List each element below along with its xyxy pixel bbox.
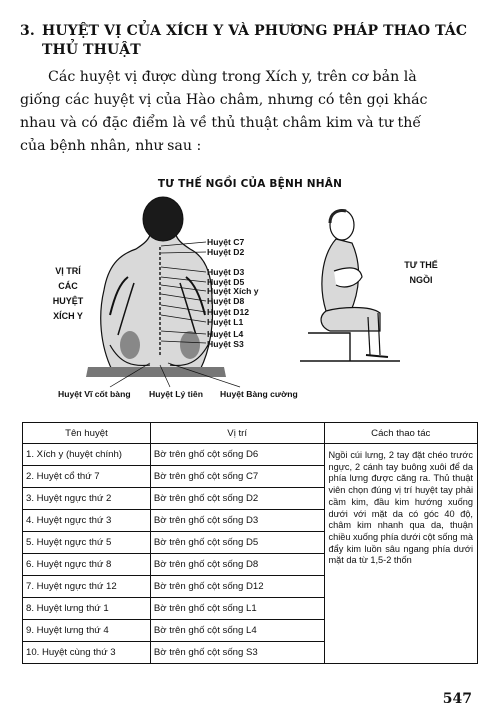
point-label-c7: Huyệt C7 [207, 237, 245, 247]
bottom-label-ly-tien: Huyệt Lý tiên [149, 389, 203, 399]
right-label-line: TƯ THẾ [404, 260, 438, 270]
position-cell: Bờ trên ghố cột sống D3 [150, 510, 324, 532]
left-label-line: XÍCH Y [53, 311, 83, 321]
paragraph-line: giống các huyệt vị của Hào châm, nhưng có tên gọi khác [20, 92, 428, 108]
paragraph-line: của bệnh nhân, như sau : [20, 138, 202, 154]
point-label-d3: Huyệt D3 [207, 267, 245, 277]
point-name-cell: 5. Huyệt ngực thứ 5 [23, 532, 151, 554]
left-label-line: CÁC [58, 281, 78, 291]
position-cell: Bờ trên ghố cột sống D2 [150, 488, 324, 510]
section-title-line1: HUYỆT VỊ CỦA XÍCH Y VÀ PHƯƠNG PHÁP THAO TÁC [42, 23, 468, 39]
point-name-cell: 7. Huyệt ngực thứ 12 [23, 576, 151, 598]
right-side-label [396, 258, 446, 288]
paragraph-line: nhau và có đặc điểm là về thủ thuật châm kim và tư thế [20, 115, 422, 131]
point-label-s3: Huyệt S3 [207, 339, 244, 349]
bottom-label-vi-cot-bang: Huyệt Vĩ cốt bàng [58, 389, 131, 399]
point-label-l4: Huyệt L4 [207, 329, 244, 339]
position-cell: Bờ trên ghố cột sống C7 [150, 466, 324, 488]
method-cell: Ngồi cúi lưng, 2 tay đặt chéo trước ngực, 2 cánh tay buông xuôi để da phía lưng được căng ra. Thủ thuật viên chọn đúng vị trí huyệt tay phải cầm kim, đầu kim hướng xuống dưới với mặt da có góc 40 độ, châm kim nhanh qua da, thuận chiều xuống phía dưới cột sống mà đẩy kim luồn sâu ngang phía dưới mặt da từ 1,5-2 thốn [324, 444, 478, 664]
point-name-cell: 9. Huyệt lưng thứ 4 [23, 620, 151, 642]
point-label-d5: Huyệt D5 [207, 277, 245, 287]
position-cell: Bờ trên ghố cột sống S3 [150, 642, 324, 664]
point-name-cell: 3. Huyệt ngực thứ 2 [23, 488, 151, 510]
point-name-cell: 2. Huyệt cổ thứ 7 [23, 466, 151, 488]
header-position: Vị trí [150, 423, 324, 444]
intro-paragraph [20, 66, 476, 158]
paragraph-line: Các huyệt vị được dùng trong Xích y, trên cơ bản là [48, 69, 417, 85]
point-label-d8: Huyệt D8 [207, 296, 245, 306]
page-number: 547 [442, 691, 472, 707]
point-label-d12: Huyệt D12 [207, 307, 250, 317]
header-point-name: Tên huyệt [23, 423, 151, 444]
side-view-figure [300, 210, 400, 361]
back-view-figure [86, 197, 226, 377]
figure-title: TƯ THẾ NGỒI CỦA BỆNH NHÂN [157, 178, 343, 190]
point-name-cell: 6. Huyệt ngực thứ 8 [23, 554, 151, 576]
left-label-line: HUYỆT [52, 296, 84, 306]
left-label-line: VỊ TRÍ [55, 266, 81, 276]
point-name-cell: 10. Huyệt cùng thứ 3 [23, 642, 151, 664]
point-label-l1: Huyệt L1 [207, 317, 244, 327]
section-title-line2: THỦ THUẬT [42, 42, 141, 58]
acupoint-table [22, 422, 478, 664]
position-cell: Bờ trên ghố cột sống D12 [150, 576, 324, 598]
section-number: 3. [20, 23, 35, 39]
point-name-cell: 1. Xích y (huyệt chính) [23, 444, 151, 466]
position-cell: Bờ trên ghố cột sống D6 [150, 444, 324, 466]
table-header-row [23, 423, 478, 444]
right-label-line: NGỒI [409, 275, 433, 285]
point-name-cell: 8. Huyệt lưng thứ 1 [23, 598, 151, 620]
bottom-label-bang-cuong: Huyệt Bàng cường [220, 389, 298, 399]
point-label-d2: Huyệt D2 [207, 247, 245, 257]
point-name-cell: 4. Huyệt ngực thứ 3 [23, 510, 151, 532]
point-label-xich-y: Huyệt Xích y [207, 286, 259, 296]
left-side-label [36, 264, 100, 324]
position-cell: Bờ trên ghố cột sống L4 [150, 620, 324, 642]
section-heading [20, 22, 490, 60]
position-cell: Bờ trên ghố cột sống D8 [150, 554, 324, 576]
position-cell: Bờ trên ghố cột sống L1 [150, 598, 324, 620]
header-method: Cách thao tác [324, 423, 478, 444]
table-row [23, 444, 478, 466]
position-cell: Bờ trên ghố cột sống D5 [150, 532, 324, 554]
